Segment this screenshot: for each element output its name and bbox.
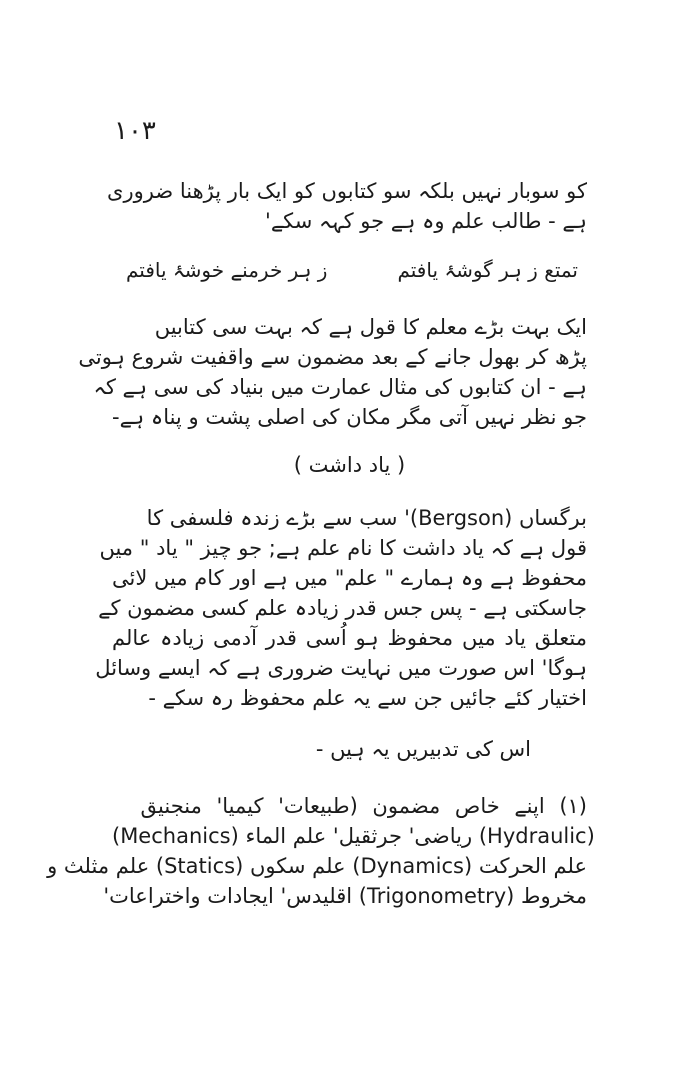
paragraph-3 [95, 503, 587, 713]
text-line: پڑھ کر بھول جانے کے بعد مضمون سے واقفیت شروع ہوتی [78, 345, 587, 369]
text-line: علم الحرکت (Dynamics) علم سکوں (Statics) علم مثلث و [47, 854, 587, 878]
text-line: محفوظ ہے وہ ہمارے " علم" میں ہے اور کام میں لائی [112, 566, 587, 590]
paragraph-1 [107, 176, 587, 236]
text-line: ہے - طالب علم وہ ہے جو کہہ سکے' [265, 209, 587, 233]
paragraph-4 [47, 791, 595, 911]
text-line: (Mechanics) ریاضی' جرثقیل' علم الماء (Hydraulic) [112, 824, 595, 848]
couplet-hemistich-right: تمتع ز ہر گوشۂ یافتم [397, 258, 578, 282]
text-line: ہوگا' اس صورت میں نہایت ضروری ہے کہ ایسے وسائل [95, 656, 587, 680]
paragraph-2 [78, 312, 587, 432]
text-line: اختیار کئے جائیں جن سے یہ علم محفوظ رہ سکے - [148, 686, 587, 710]
text-line: ایک بہت بڑے معلم کا قول ہے کہ بہت سی کتابیں [154, 315, 587, 339]
text-line: (۱) اپنے خاص مضمون (طبیعات' کیمیا' منجنیق [140, 794, 587, 818]
text-line: جاسکتی ہے - پس جس قدر زیادہ علم کسی مضمون کے [98, 596, 587, 620]
text-line: برگساں (Bergson)' سب سے بڑے زندہ فلسفی کا [146, 506, 587, 530]
subheading: اس کی تدبیریں یہ ہیں - [315, 737, 531, 761]
text-line: متعلق یاد میں محفوظ ہو اُسی قدر آدمی زیادہ عالم [112, 626, 587, 650]
page-number: ۱۰۳ [114, 116, 156, 146]
couplet-hemistich-left: ز ہر خرمنے خوشۂ یافتم [126, 258, 328, 282]
text-line: کو سوبار نہیں بلکہ سو کتابوں کو ایک بار پڑھنا ضروری [107, 179, 587, 203]
text-line: ہے - ان کتابوں کی مثال عمارت میں بنیاد کی سی ہے کہ [93, 375, 587, 399]
section-heading: ( یاد داشت ) [293, 453, 406, 477]
text-line: جو نظر نہیں آتی مگر مکان کی اصلی پشت و پناہ ہے- [112, 405, 587, 429]
text-line: مخروط (Trigonometry) اقلیدس' ایجادات واختراعات' [103, 884, 587, 908]
text-line: قول ہے کہ یاد داشت کا نام علم ہے; جو چیز " یاد " میں [99, 536, 587, 560]
persian-couplet [126, 258, 578, 282]
